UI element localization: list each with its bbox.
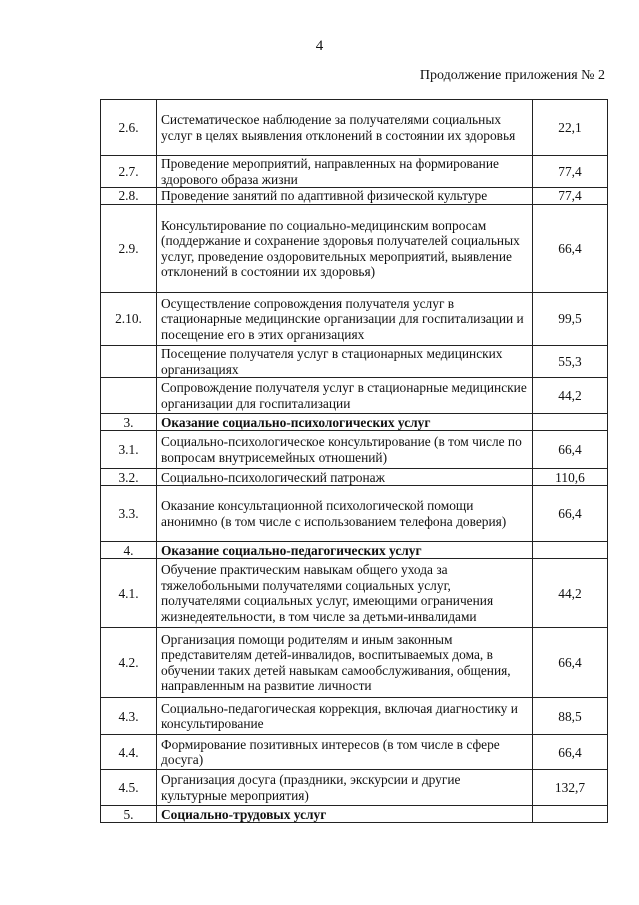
- service-rate: 66,4: [533, 735, 608, 770]
- services-table-body: [101, 100, 608, 823]
- service-name: Организация помощи родителям и иным законным представителям детей-инвалидов, воспитываемых дома, в обучении таких детей навыкам самообслуживания, общения, направленным на развитие личности: [157, 628, 533, 698]
- table-row: [101, 628, 608, 698]
- section-title: Социально-трудовых услуг: [157, 806, 533, 823]
- service-rate: [533, 414, 608, 431]
- service-name: Консультирование по социально-медицинским вопросам (поддержание и сохранение здоровья получателей социальных услуг, проведение оздоровительных мероприятий, выявление отклонений в состоянии их здоровья): [157, 205, 533, 293]
- service-rate: 55,3: [533, 346, 608, 378]
- row-number: 3.: [101, 414, 157, 431]
- appendix-label: Продолжение приложения № 2: [419, 68, 605, 83]
- table-row: [101, 698, 608, 735]
- service-name: Сопровождение получателя услуг в стационарные медицинские организации для госпитализации: [157, 378, 533, 414]
- section-row: [101, 806, 608, 823]
- service-rate: 99,5: [533, 293, 608, 346]
- row-number: 3.1.: [101, 431, 157, 469]
- table-row: [101, 293, 608, 346]
- service-name: Формирование позитивных интересов (в том числе в сфере досуга): [157, 735, 533, 770]
- service-name: Социально-психологический патронаж: [157, 469, 533, 486]
- service-name: Организация досуга (праздники, экскурсии и другие культурные мероприятия): [157, 770, 533, 806]
- page-number: 4: [315, 38, 324, 54]
- section-title: Оказание социально-педагогических услуг: [157, 542, 533, 559]
- service-rate: 44,2: [533, 378, 608, 414]
- row-number: 4.4.: [101, 735, 157, 770]
- row-number: 5.: [101, 806, 157, 823]
- row-number: 4.2.: [101, 628, 157, 698]
- section-title: Оказание социально-психологических услуг: [157, 414, 533, 431]
- table-row: [101, 770, 608, 806]
- service-name: Осуществление сопровождения получателя услуг в стационарные медицинские организации для госпитализации и посещение его в этих организациях: [157, 293, 533, 346]
- section-row: [101, 542, 608, 559]
- table-row: [101, 735, 608, 770]
- service-rate: [533, 806, 608, 823]
- table-row: [101, 188, 608, 205]
- row-number: 3.3.: [101, 486, 157, 542]
- service-name: Систематическое наблюдение за получателями социальных услуг в целях выявления отклонений в состоянии их здоровья: [157, 100, 533, 156]
- table-row: [101, 378, 608, 414]
- table-row: [101, 205, 608, 293]
- service-rate: 66,4: [533, 431, 608, 469]
- table-row: [101, 100, 608, 156]
- row-number: 3.2.: [101, 469, 157, 486]
- service-name: Проведение занятий по адаптивной физической культуре: [157, 188, 533, 205]
- table-row: [101, 559, 608, 628]
- service-name: Социально-психологическое консультирование (в том числе по вопросам внутрисемейных отношений): [157, 431, 533, 469]
- table-row: [101, 469, 608, 486]
- row-number: 2.9.: [101, 205, 157, 293]
- service-rate: 66,4: [533, 628, 608, 698]
- table-row: [101, 346, 608, 378]
- service-name: Социально-педагогическая коррекция, включая диагностику и консультирование: [157, 698, 533, 735]
- row-number: [101, 346, 157, 378]
- service-rate: 88,5: [533, 698, 608, 735]
- service-name: Обучение практическим навыкам общего ухода за тяжелобольными получателями социальных услуг, получателями социальных услуг, имеющими ограничения жизнедеятельности, в том числе за детьми-инвалидами: [157, 559, 533, 628]
- table-row: [101, 156, 608, 188]
- service-rate: 110,6: [533, 469, 608, 486]
- row-number: 2.6.: [101, 100, 157, 156]
- service-name: Оказание консультационной психологической помощи анонимно (в том числе с использованием телефона доверия): [157, 486, 533, 542]
- service-rate: 44,2: [533, 559, 608, 628]
- row-number: 4.: [101, 542, 157, 559]
- table-row: [101, 431, 608, 469]
- service-name: Проведение мероприятий, направленных на формирование здорового образа жизни: [157, 156, 533, 188]
- row-number: 4.5.: [101, 770, 157, 806]
- service-rate: [533, 542, 608, 559]
- row-number: 2.7.: [101, 156, 157, 188]
- service-name: Посещение получателя услуг в стационарных медицинских организациях: [157, 346, 533, 378]
- row-number: 4.3.: [101, 698, 157, 735]
- services-table: [100, 99, 608, 823]
- row-number: [101, 378, 157, 414]
- service-rate: 66,4: [533, 205, 608, 293]
- service-rate: 22,1: [533, 100, 608, 156]
- table-row: [101, 486, 608, 542]
- row-number: 4.1.: [101, 559, 157, 628]
- service-rate: 77,4: [533, 156, 608, 188]
- service-rate: 132,7: [533, 770, 608, 806]
- row-number: 2.10.: [101, 293, 157, 346]
- service-rate: 77,4: [533, 188, 608, 205]
- service-rate: 66,4: [533, 486, 608, 542]
- section-row: [101, 414, 608, 431]
- row-number: 2.8.: [101, 188, 157, 205]
